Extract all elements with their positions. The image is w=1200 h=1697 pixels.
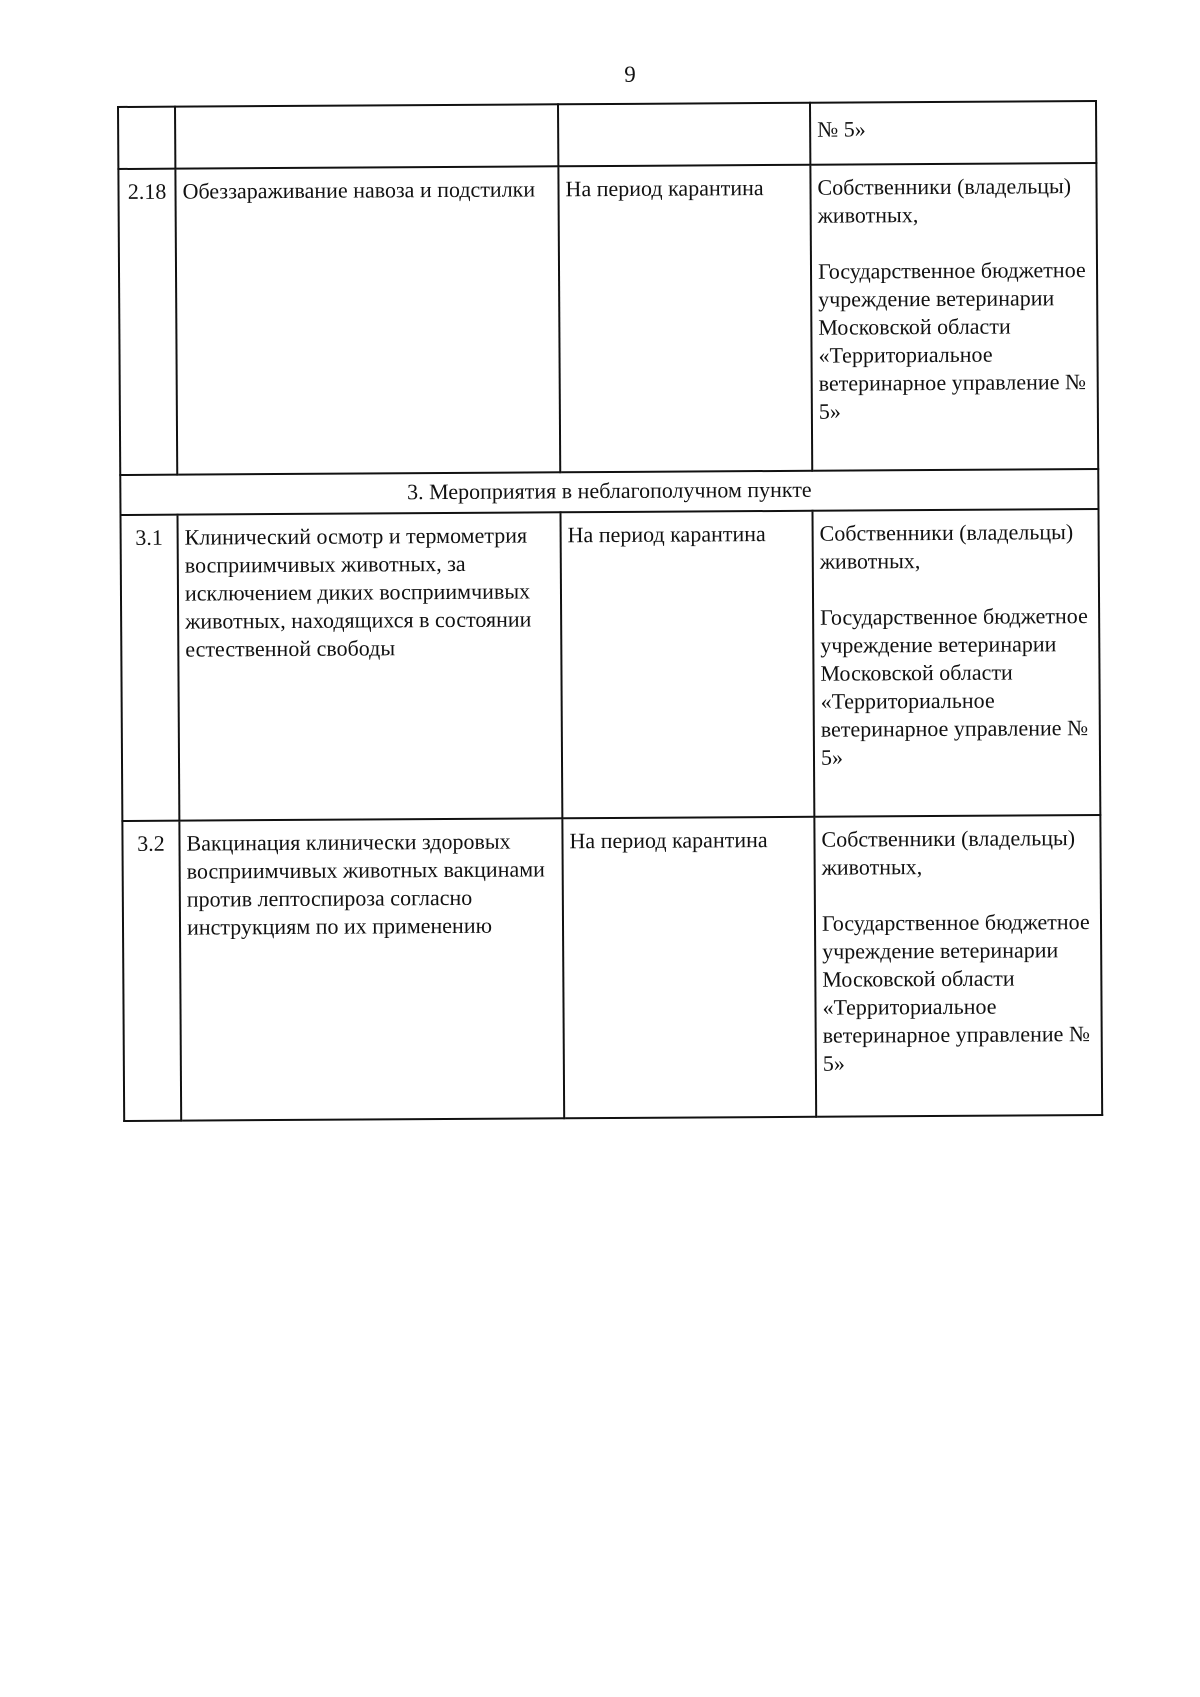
- cell-term: На период карантина: [560, 511, 814, 819]
- cell-responsible: [812, 509, 1100, 817]
- responsible-owners: Собственники (владельцы) животных,: [817, 173, 1072, 228]
- responsible-owners: Собственники (владельцы) животных,: [819, 519, 1074, 574]
- responsible-institution: Государственное бюджетное учреждение ветеринарии Московской области «Территориальное ветеринарное управление № 5»: [817, 257, 1086, 424]
- cell-measure: [175, 104, 558, 168]
- responsible-owners: Собственники (владельцы) животных,: [821, 825, 1076, 880]
- cell-measure: Клинический осмотр и термометрия восприимчивых животных, за исключением диких восприимчивых животных, находящихся в состоянии естественной свободы: [177, 512, 562, 820]
- cell-number: 3.2: [122, 821, 181, 1121]
- cell-term: На период карантина: [562, 817, 816, 1119]
- section-header-row: [120, 469, 1098, 515]
- table-row: [118, 163, 1098, 475]
- cell-measure: Обеззараживание навоза и подстилки: [175, 166, 560, 474]
- table-row: [120, 509, 1100, 821]
- section-title: 3. Мероприятия в неблагополучном пункте: [120, 469, 1098, 515]
- cell-measure: Вакцинация клинически здоровых восприимчивых животных вакцинами против лептоспироза согласно инструкциям по их применению: [179, 818, 564, 1120]
- responsible-institution: Государственное бюджетное учреждение ветеринарии Московской области «Территориальное ветеринарное управление № 5»: [821, 909, 1090, 1076]
- table-row-continuation: [118, 101, 1096, 169]
- cell-responsible: № 5»: [810, 101, 1096, 165]
- cell-term: [558, 103, 810, 167]
- page-number: 9: [624, 62, 636, 87]
- table-row: [122, 815, 1102, 1121]
- responsible-institution: Государственное бюджетное учреждение ветеринарии Московской области «Территориальное ветеринарное управление № 5»: [820, 603, 1089, 770]
- measures-table: [117, 100, 1103, 1122]
- cell-number: 3.1: [120, 515, 179, 821]
- cell-number: 2.18: [118, 169, 177, 475]
- cell-responsible: [810, 163, 1098, 471]
- cell-responsible: [814, 815, 1102, 1117]
- cell-number: [118, 107, 175, 169]
- cell-term: На период карантина: [558, 165, 812, 473]
